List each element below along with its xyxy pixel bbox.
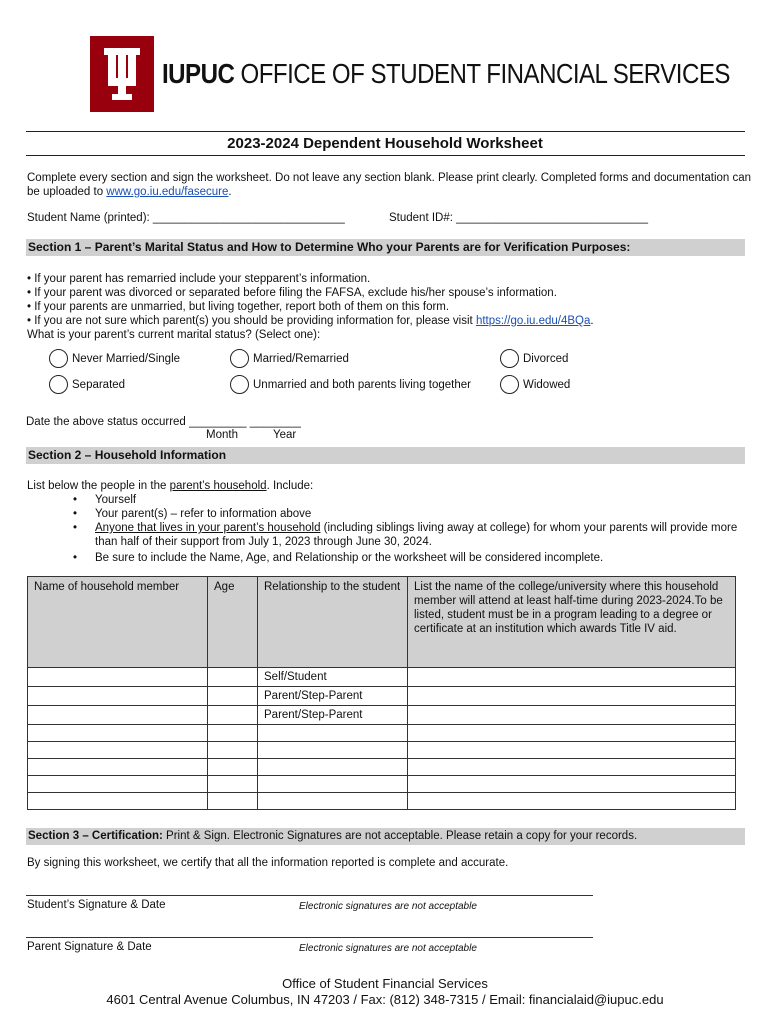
header-age: Age — [208, 577, 258, 668]
table-cell[interactable]: Self/Student — [258, 668, 408, 687]
table-cell[interactable] — [408, 742, 736, 759]
radio-married[interactable] — [230, 349, 249, 368]
parent-esig-note: Electronic signatures are not acceptable — [299, 943, 477, 954]
radio-divorced[interactable] — [500, 349, 519, 368]
option-never-married[interactable]: Never Married/Single — [49, 349, 180, 368]
student-signature-line[interactable] — [26, 895, 593, 896]
option-widowed[interactable]: Widowed — [500, 375, 570, 394]
table-row — [28, 759, 736, 776]
intro-paragraph: Complete every section and sign the worksheet. Do not leave any section blank. Please print clearly. Completed forms and documentation can be uploaded to www.go.iu.edu/fasecure. — [27, 172, 752, 198]
table-row — [28, 793, 736, 810]
table-cell[interactable] — [408, 793, 736, 810]
iu-logo — [90, 36, 154, 112]
table-cell[interactable] — [208, 776, 258, 793]
table-cell[interactable] — [208, 687, 258, 706]
table-cell[interactable] — [208, 742, 258, 759]
footer-contact: 4601 Central Avenue Columbus, IN 47203 / Fax: (812) 348-7315 / Email: financialaid@iupuc.edu — [106, 992, 664, 1007]
iu-trident-icon — [90, 36, 154, 112]
table-row — [28, 742, 736, 759]
table-row — [28, 668, 736, 687]
table-cell[interactable] — [28, 759, 208, 776]
radio-widowed[interactable] — [500, 375, 519, 394]
table-cell[interactable] — [258, 776, 408, 793]
table-cell[interactable] — [408, 776, 736, 793]
option-separated[interactable]: Separated — [49, 375, 125, 394]
radio-never-married[interactable] — [49, 349, 68, 368]
student-signature-label: Student’s Signature & Date — [27, 899, 166, 911]
table-cell[interactable] — [28, 776, 208, 793]
parent-signature-label: Parent Signature & Date — [27, 941, 152, 953]
option-unmarried-together[interactable]: Unmarried and both parents living together — [230, 375, 471, 394]
page-title: 2023-2024 Dependent Household Worksheet — [227, 135, 543, 152]
radio-separated[interactable] — [49, 375, 68, 394]
table-cell[interactable] — [28, 687, 208, 706]
table-cell[interactable] — [28, 725, 208, 742]
section1-instructions: • If your parent has remarried include your stepparent’s information. • If your parent was divorced or separated before filing the FAFSA, exclude his/her spouse’s information. • If your parents are unmarried, but living together, report both of them on this form. • If you are not sure which parent(s) you should be providing information for, please visit https://go.iu.edu/4BQa. What is your parent’s current marital status? (Select one): — [27, 273, 594, 341]
section2-heading: Section 2 – Household Information — [26, 447, 745, 464]
table-row — [28, 725, 736, 742]
table-cell[interactable]: Parent/Step-Parent — [258, 706, 408, 725]
household-table — [27, 576, 736, 810]
header-relationship: Relationship to the student — [258, 577, 408, 668]
table-cell[interactable]: Parent/Step-Parent — [258, 687, 408, 706]
parent-signature-line[interactable] — [26, 937, 593, 938]
footer-office: Office of Student Financial Services — [282, 976, 488, 991]
table-cell[interactable] — [208, 668, 258, 687]
title-top-rule — [26, 131, 745, 132]
student-id-field[interactable]: Student ID#: ______________________________ — [389, 212, 648, 224]
table-cell[interactable] — [258, 793, 408, 810]
table-row — [28, 687, 736, 706]
year-label: Year — [273, 429, 297, 441]
table-cell[interactable] — [408, 759, 736, 776]
table-cell[interactable] — [28, 742, 208, 759]
table-cell[interactable] — [258, 725, 408, 742]
table-cell[interactable] — [28, 793, 208, 810]
student-esig-note: Electronic signatures are not acceptable — [299, 901, 477, 912]
table-header-row — [28, 577, 736, 668]
status-date-field[interactable]: Date the above status occurred _________ ________ — [26, 416, 301, 428]
table-cell[interactable] — [408, 668, 736, 687]
table-cell[interactable] — [208, 706, 258, 725]
title-bottom-rule — [26, 155, 745, 156]
parent-info-link[interactable]: https://go.iu.edu/4BQa — [475, 315, 591, 327]
header-college: List the name of the college/university where this household member will attend at least half-time during 2023-2024.To be listed, student must be in a program leading to a degree or certificate at an institution which awards Title IV aid. — [408, 577, 736, 668]
table-cell[interactable] — [258, 742, 408, 759]
month-label: Month — [206, 429, 238, 441]
option-married[interactable]: Married/Remarried — [230, 349, 349, 368]
certification-statement: By signing this worksheet, we certify that all the information reported is complete and accurate. — [27, 857, 509, 869]
office-name: IUPUC OFFICE OF STUDENT FINANCIAL SERVICES — [162, 58, 730, 89]
table-cell[interactable] — [408, 687, 736, 706]
fasecure-link[interactable]: www.go.iu.edu/fasecure — [106, 186, 229, 198]
section3-heading: Section 3 – Certification: Print & Sign. Electronic Signatures are not acceptable. Please retain a copy for your records. — [26, 828, 745, 845]
section2-instructions: List below the people in the parent’s household. Include: • Yourself • Your parent(s) – refer to information above • Anyone that lives in your parent’s household (including siblings living away at college) for whom your parents will provide more than half of their support from July 1, 2023 through June 30, 2024. • Be sure to include the Name, Age, and Relationship or the worksheet will be considered incomplete. — [27, 479, 747, 565]
table-row — [28, 776, 736, 793]
table-cell[interactable] — [208, 759, 258, 776]
option-divorced[interactable]: Divorced — [500, 349, 568, 368]
table-cell[interactable] — [408, 725, 736, 742]
table-cell[interactable] — [208, 725, 258, 742]
table-cell[interactable] — [408, 706, 736, 725]
header-name: Name of household member — [28, 577, 208, 668]
table-cell[interactable] — [258, 759, 408, 776]
table-cell[interactable] — [28, 668, 208, 687]
table-cell[interactable] — [208, 793, 258, 810]
table-row — [28, 706, 736, 725]
student-name-field[interactable]: Student Name (printed): ______________________________ — [27, 212, 345, 224]
table-cell[interactable] — [28, 706, 208, 725]
section1-heading: Section 1 – Parent’s Marital Status and How to Determine Who your Parents are for Verification Purposes: — [26, 239, 745, 256]
radio-unmarried-together[interactable] — [230, 375, 249, 394]
